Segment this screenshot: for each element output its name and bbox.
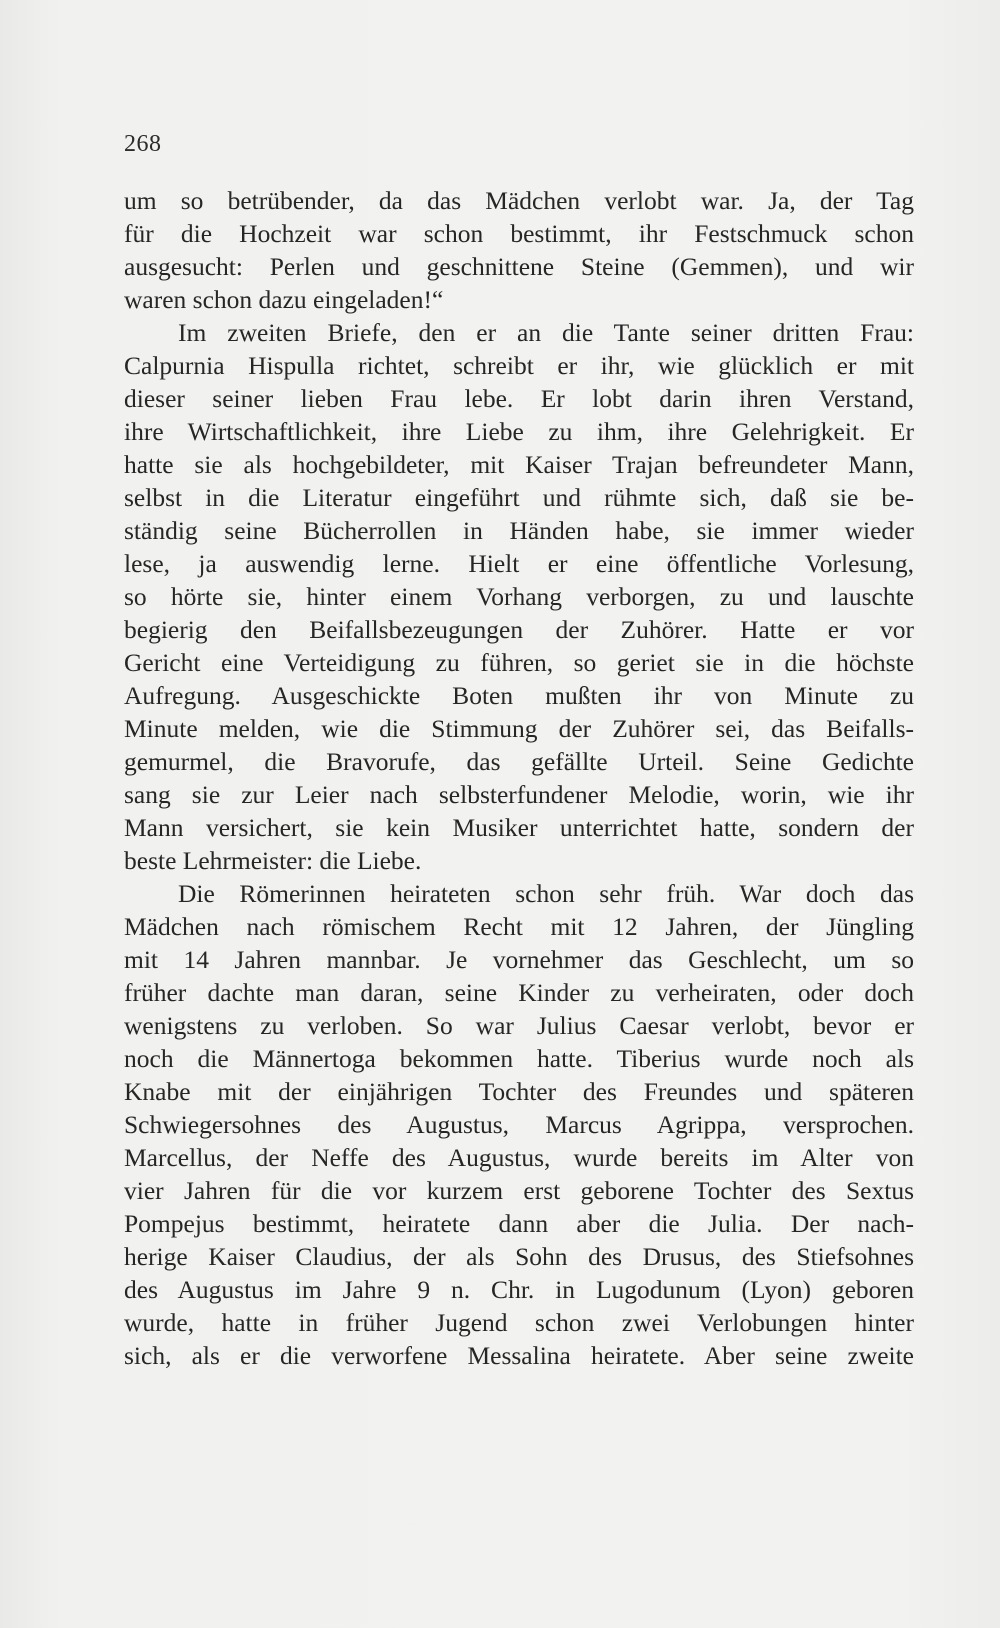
text-line: früher dachte man daran, seine Kinder zu verheiraten, oder doch — [124, 978, 914, 1007]
text-line: selbst in die Literatur eingeführt und rühmte sich, daß sie be- — [124, 483, 914, 512]
text-line: beste Lehrmeister: die Liebe. — [124, 846, 422, 875]
text-line: Mädchen nach römischem Recht mit 12 Jahren, der Jüngling — [124, 912, 914, 941]
text-line: Gericht eine Verteidigung zu führen, so geriet sie in die höchste — [124, 648, 914, 677]
text-line: Pompejus bestimmt, heiratete dann aber die Julia. Der nach- — [124, 1209, 914, 1238]
text-line: Im zweiten Briefe, den er an die Tante seiner dritten Frau: — [178, 318, 914, 347]
text-line: Schwiegersohnes des Augustus, Marcus Agrippa, versprochen. — [124, 1110, 914, 1139]
text-line: begierig den Beifallsbezeugungen der Zuhörer. Hatte er vor — [124, 615, 914, 644]
text-line: ihre Wirtschaftlichkeit, ihre Liebe zu ihm, ihre Gelehrigkeit. Er — [124, 417, 914, 446]
text-line: vier Jahren für die vor kurzem erst geborene Tochter des Sextus — [124, 1176, 914, 1205]
text-line: waren schon dazu eingeladen!“ — [124, 285, 444, 314]
text-line: Marcellus, der Neffe des Augustus, wurde bereits im Alter von — [124, 1143, 914, 1172]
text-line: herige Kaiser Claudius, der als Sohn des Drusus, des Stiefsohnes — [124, 1242, 914, 1271]
text-line: Minute melden, wie die Stimmung der Zuhörer sei, das Beifalls- — [124, 714, 914, 743]
text-line: lese, ja auswendig lerne. Hielt er eine öffentliche Vorlesung, — [124, 549, 914, 578]
text-line: wenigstens zu verloben. So war Julius Caesar verlobt, bevor er — [124, 1011, 914, 1040]
text-line: für die Hochzeit war schon bestimmt, ihr Festschmuck schon — [124, 219, 914, 248]
text-line: Die Römerinnen heirateten schon sehr früh. War doch das — [178, 879, 914, 908]
text-line: mit 14 Jahren mannbar. Je vornehmer das Geschlecht, um so — [124, 945, 914, 974]
text-line: so hörte sie, hinter einem Vorhang verborgen, zu und lauschte — [124, 582, 914, 611]
text-line: sang sie zur Leier nach selbsterfundener Melodie, worin, wie ihr — [124, 780, 914, 809]
text-line: Calpurnia Hispulla richtet, schreibt er ihr, wie glücklich er mit — [124, 351, 914, 380]
text-line: ausgesucht: Perlen und geschnittene Steine (Gemmen), und wir — [124, 252, 914, 281]
text-line: um so betrübender, da das Mädchen verlobt war. Ja, der Tag — [124, 186, 914, 215]
text-line: Knabe mit der einjährigen Tochter des Freundes und späteren — [124, 1077, 914, 1106]
text-line: des Augustus im Jahre 9 n. Chr. in Lugodunum (Lyon) geboren — [124, 1275, 914, 1304]
text-line: ständig seine Bücherrollen in Händen habe, sie immer wieder — [124, 516, 914, 545]
text-line: noch die Männertoga bekommen hatte. Tiberius wurde noch als — [124, 1044, 914, 1073]
body-text — [124, 184, 914, 1372]
text-line: Aufregung. Ausgeschickte Boten mußten ihr von Minute zu — [124, 681, 914, 710]
text-line: sich, als er die verworfene Messalina heiratete. Aber seine zweite — [124, 1341, 914, 1370]
text-line: hatte sie als hochgebildeter, mit Kaiser Trajan befreundeter Mann, — [124, 450, 914, 479]
text-line: Mann versichert, sie kein Musiker unterrichtet hatte, sondern der — [124, 813, 914, 842]
text-line: dieser seiner lieben Frau lebe. Er lobt darin ihren Verstand, — [124, 384, 914, 413]
text-line: wurde, hatte in früher Jugend schon zwei Verlobungen hinter — [124, 1308, 914, 1337]
page-number: 268 — [124, 131, 162, 157]
text-line: gemurmel, die Bravorufe, das gefällte Urteil. Seine Gedichte — [124, 747, 914, 776]
